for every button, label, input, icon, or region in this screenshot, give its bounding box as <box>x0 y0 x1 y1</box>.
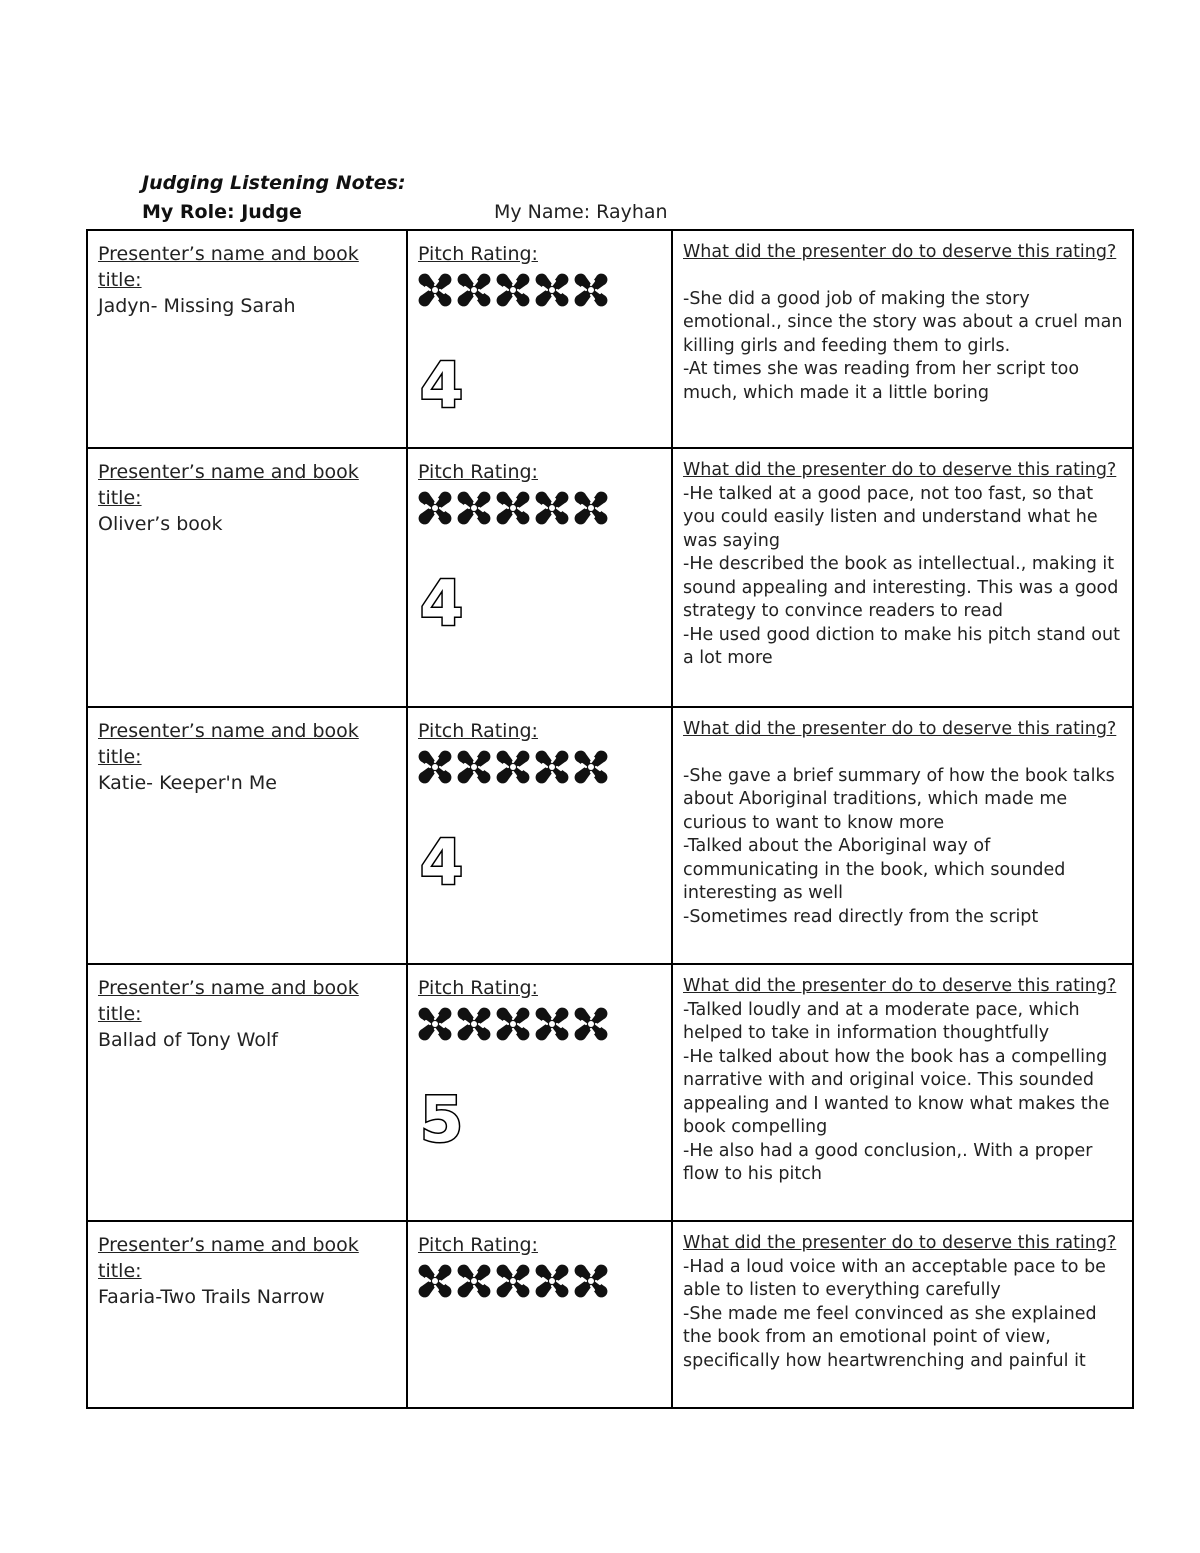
rating-cell <box>407 230 672 448</box>
x-cross-star-icon <box>574 273 608 307</box>
rating-number: 4 <box>420 826 464 899</box>
rating-cell <box>407 964 672 1221</box>
rating-header: Pitch Rating: <box>418 461 538 483</box>
table-row <box>87 448 1133 707</box>
x-cross-star-icon <box>418 491 452 525</box>
rating-number: 4 <box>420 567 464 640</box>
x-cross-star-icon <box>496 491 530 525</box>
x-cross-star-icon <box>535 1264 569 1298</box>
book-title: Faaria-Two Trails Narrow <box>98 1286 325 1308</box>
rating-cell <box>407 707 672 964</box>
rating-cell <box>407 1221 672 1408</box>
x-cross-star-icon <box>574 750 608 784</box>
x-cross-star-icon <box>496 273 530 307</box>
x-cross-star-icon <box>457 1007 491 1041</box>
presenter-header: Presenter’s name and book title: <box>98 243 359 291</box>
reason-header: What did the presenter do to deserve this rating? <box>683 976 1117 996</box>
reason-comment: -Talked loudly and at a moderate pace, which helped to take in information thoughtfully <box>683 999 1080 1043</box>
presenter-header: Presenter’s name and book title: <box>98 461 359 509</box>
table-row <box>87 1221 1133 1408</box>
rating-header: Pitch Rating: <box>418 1234 538 1256</box>
role-label: My Role: Judge <box>142 201 302 223</box>
presenter-cell <box>87 448 407 707</box>
reason-comment: -She gave a brief summary of how the book talks about Aboriginal traditions, which made me curious to want to know more <box>683 765 1115 833</box>
x-cross-star-icon <box>496 750 530 784</box>
x-cross-star-icon <box>574 1007 608 1041</box>
reason-comment: -He used good diction to make his pitch stand out a lot more <box>683 624 1120 668</box>
reason-comment: -He described the book as intellectual., making it sound appealing and interesting. This was a good strategy to convince readers to read <box>683 554 1119 621</box>
reason-cell <box>672 1221 1133 1408</box>
book-title: Ballad of Tony Wolf <box>98 1029 278 1051</box>
rating-header: Pitch Rating: <box>418 243 538 265</box>
book-title: Jadyn- Missing Sarah <box>98 295 296 317</box>
table-row <box>87 707 1133 964</box>
reason-comment: -Talked about the Aboriginal way of communicating in the book, which sounded interesting as well <box>683 836 1066 903</box>
reason-comment: -At times she was reading from her script too much, which made it a little boring <box>683 359 1080 403</box>
x-cross-star-icon <box>418 750 452 784</box>
x-cross-star-icon <box>457 750 491 784</box>
reason-comment: -He talked at a good pace, not too fast, so that you could easily listen and understand what he was saying <box>683 483 1098 551</box>
table-row <box>87 964 1133 1221</box>
x-cross-star-icon <box>496 1264 530 1298</box>
rating-stars <box>418 1264 663 1298</box>
reason-header: What did the presenter do to deserve this rating? <box>683 719 1117 739</box>
rating-header: Pitch Rating: <box>418 720 538 742</box>
rating-stars <box>418 491 663 525</box>
presenter-header: Presenter’s name and book title: <box>98 977 359 1025</box>
rating-stars <box>418 273 663 307</box>
reason-cell <box>672 707 1133 964</box>
rating-number: 4 <box>420 349 464 422</box>
rating-cell <box>407 448 672 707</box>
x-cross-star-icon <box>457 273 491 307</box>
reason-header: What did the presenter do to deserve this rating? <box>683 242 1117 262</box>
x-cross-star-icon <box>574 491 608 525</box>
reason-comment: -Sometimes read directly from the script <box>683 906 1039 927</box>
rating-header: Pitch Rating: <box>418 977 538 999</box>
book-title: Katie- Keeper'n Me <box>98 772 277 794</box>
judging-table <box>86 229 1134 1409</box>
spacer <box>683 265 1124 288</box>
reason-comment: -She made me feel convinced as she explained the book from an emotional point of view, specifically how heartwrenching and painful it <box>683 1303 1097 1371</box>
spacer <box>683 742 1124 765</box>
x-cross-star-icon <box>457 1264 491 1298</box>
x-cross-star-icon <box>574 1264 608 1298</box>
reason-comment: -She did a good job of making the story emotional., since the story was about a cruel man killing girls and feeding them to girls. <box>683 288 1123 356</box>
presenter-header: Presenter’s name and book title: <box>98 720 359 768</box>
page-title: Judging Listening Notes: <box>142 172 406 194</box>
reason-header: What did the presenter do to deserve this rating? <box>683 460 1117 480</box>
rating-stars <box>418 1007 663 1041</box>
presenter-cell <box>87 230 407 448</box>
table-row <box>87 230 1133 448</box>
x-cross-star-icon <box>535 491 569 525</box>
x-cross-star-icon <box>535 1007 569 1041</box>
x-cross-star-icon <box>496 1007 530 1041</box>
presenter-cell <box>87 707 407 964</box>
reason-comment: -Had a loud voice with an acceptable pace to be able to listen to everything carefully <box>683 1256 1106 1300</box>
reason-header: What did the presenter do to deserve this rating? <box>683 1233 1117 1253</box>
reason-cell <box>672 964 1133 1221</box>
reason-comment: -He talked about how the book has a compelling narrative with and original voice. This sounded appealing and I wanted to know what makes the book compelling <box>683 1046 1110 1137</box>
presenter-header: Presenter’s name and book title: <box>98 1234 359 1282</box>
reason-comment: -He also had a good conclusion,. With a proper flow to his pitch <box>683 1140 1093 1184</box>
presenter-cell <box>87 964 407 1221</box>
rating-number: 5 <box>420 1083 464 1156</box>
x-cross-star-icon <box>457 491 491 525</box>
presenter-cell <box>87 1221 407 1408</box>
x-cross-star-icon <box>535 273 569 307</box>
x-cross-star-icon <box>535 750 569 784</box>
rating-stars <box>418 750 663 784</box>
name-label: My Name: Rayhan <box>494 201 668 223</box>
x-cross-star-icon <box>418 1264 452 1298</box>
x-cross-star-icon <box>418 273 452 307</box>
reason-cell <box>672 448 1133 707</box>
reason-cell <box>672 230 1133 448</box>
book-title: Oliver’s book <box>98 513 223 535</box>
x-cross-star-icon <box>418 1007 452 1041</box>
